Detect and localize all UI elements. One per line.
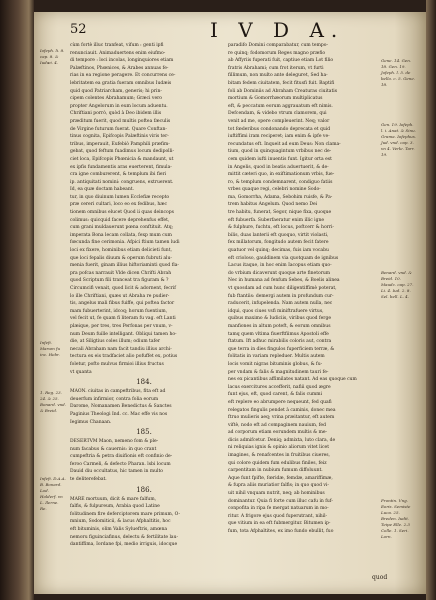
- text-line: mittit cæteri quo, in exiftimationum vrbis, fue-: [228, 172, 335, 178]
- text-line: per vndam & falis & magnitudinem tauri fe-: [228, 369, 329, 375]
- text-line: ad corporum etiam eorundem multis & me-: [228, 430, 328, 436]
- text-line: cùm fortè illuc tranfeat, vifum : genti ipfi: [70, 43, 164, 48]
- text-line: Darome, Nomanamen Benedictus & Sanctes: [70, 404, 172, 410]
- text-line: lacus exercitures accefferit, nafiii quod ægre: [228, 384, 331, 390]
- text-line: & fulphure, fuchtu, eft locus, poftcerr & horri-: [228, 225, 334, 231]
- text-line: nes ex picantibus affimilates natant. Ad eas quoque cum: [228, 377, 357, 383]
- text-line: mnium, Sodomiticii, & lacus Afphaltitis, hoc: [70, 519, 171, 525]
- text-line: do vrbium dicaverunt quoque arte finetorum: [228, 270, 331, 276]
- text-line: te deliterefebat.: [70, 477, 107, 483]
- text-line: vt quosdam ad cum hunc diligentiffimè poterat,: [228, 286, 337, 291]
- text-line: tamq quem vltima fiuerftfiimus Apostoli effe: [228, 331, 329, 337]
- text-line: manfiones in altum poteft, & eorum omnibus: [228, 323, 331, 329]
- text-line: necali Abraham nam facit tandiu illius archi-: [70, 346, 172, 352]
- text-line: eft crioloso, gauldinem via quotquam de ignibus: [228, 255, 339, 261]
- text-line: Dauid diu occultatus, hic tamen in multo: [70, 469, 163, 475]
- text-line: fub ftantiis: demergi autem in profundum cur-: [228, 293, 334, 299]
- text-line: ni reliquias ignis & opinio aliorum vitet licet: [228, 445, 330, 451]
- text-line: qui colore quidem fum edulibus finiles, feiz: [228, 460, 327, 466]
- right-text-column: [228, 42, 376, 536]
- text-line: gebat, quod feftum fuadimus locum dedipolli-: [70, 149, 175, 155]
- text-line: quatuor vel quinq; decimas, fuis iam vocabu: [228, 248, 329, 254]
- text-line: præditum fuerit, quod multis poftea fæculis: [70, 118, 171, 124]
- page-number: 52: [70, 22, 87, 37]
- book-binding-edge: [0, 0, 34, 600]
- text-line: raducerit, infupelenda. Nam autem nulla, nec: [228, 301, 333, 307]
- page-stack-edge: [426, 0, 436, 600]
- text-line: num facabus & cauernis: in quo crant: [70, 446, 157, 452]
- text-line: eft bituminis, olim Valis Sylueftris, amœna: [70, 527, 168, 533]
- text-line: fratris Abrahami; cum frot iterum, vt furti: [228, 65, 324, 71]
- text-line: Defcendam, & videbo vtrum clamorem, qui: [228, 111, 327, 117]
- text-line: dicis admifcetur. Deniq; admixta, luto clara, de: [228, 437, 336, 443]
- text-line: ab Affyriis fuperati fuit, captiue etiam Lot filio: [228, 58, 334, 64]
- margin-note: Frontin. Vng. Eoris. Semiste Luca. 25. Breden. Iudit. Teipe Elle. 2.3 Colle. 1. Seri. Lorn.: [381, 498, 411, 539]
- text-line: tectura ex eis tradfaciet alio pofuffet ex, potius: [70, 354, 178, 360]
- margin-note: Gen. 19. Iofeph. l. i. Anat. & Sinu. Grama. Iofephus. Jud. vnd. cap. 3. vn 4. Verle. Tarr. 19.: [381, 122, 417, 157]
- text-line: tre habitu, funerat, Segor, nique fixa, quoque: [228, 210, 332, 216]
- text-line: mam fubuerterint, idcoq; horum fuentium,: [70, 308, 168, 314]
- text-line: foli ab Dominiis ad Abraham Creaturas ciuitatis: [228, 88, 338, 94]
- text-line: folitudinem fire deferciptorem mare primum, O-: [70, 511, 181, 517]
- margin-note: Benard. vnd. & Breid. 10. Maudc. cap. 27. Li. 4. Iud. 2. 8. Sel. bell. L. 4.: [381, 270, 414, 299]
- text-line: MAON. ciuitas in campeftribus, fita eft ad: [70, 389, 166, 395]
- text-line: tinus cognita, Epifcopis Palæftinis viris ter-: [70, 134, 169, 140]
- margin-note: 1. Reg. 23. 24. & 25. Bonard. vnd. & Breid.: [40, 390, 66, 413]
- text-line: tionem omnibus elucet Quod ii quas deincops: [70, 210, 174, 216]
- text-line: pra pofcas narrauit Vlde dicen Chrifti Abrah: [70, 270, 172, 276]
- text-line: cum grani muldauerunt pœna conftituit. Atq;: [70, 225, 174, 231]
- text-line: ftatum. Ift adhuc mirabilis coloris aut, contra: [228, 339, 332, 345]
- text-line: cra igne comburerent, & templum ibi fieri: [70, 172, 167, 178]
- text-line: tot fœderibus condonando deprecata et quid: [228, 126, 331, 132]
- text-line: fœcunda fine cerimonia. Afpici ftium tamen ludi: [70, 240, 180, 246]
- text-line: carpentitam in nubium fumum diffoluunt.: [228, 468, 323, 474]
- text-line: nemoru figuinciafinus, delectu & fertilitate lau-: [70, 534, 179, 540]
- text-line: mortium & Gomorrhæorum multiplicatus: [228, 96, 323, 102]
- text-line: falfis, & fulpureum, Arabia quod Latine: [70, 504, 160, 510]
- text-line: fex millatorum, fongitudo autem fecit fatere: [228, 240, 329, 246]
- text-line: que loci fepalis diuum & operum fubruti alu-: [70, 255, 172, 261]
- entry-number: 186.: [136, 485, 152, 494]
- text-line: Id, ea quæ doctam habeant.: [70, 187, 134, 193]
- text-line: funt ejus, eft, quod carent, & falis cummi: [228, 392, 323, 398]
- entry-number: 185.: [136, 428, 152, 437]
- text-line: Circumcifi venait, quod licit & adornent, fecrif: [70, 286, 176, 291]
- text-line: cem quidem iufti inuentis funt. Igitur orta est: [228, 156, 332, 162]
- text-line: dantiffima, Iordane fpi, medio irriguis, idocque: [70, 542, 178, 548]
- text-line: locis vomit nigras bituminis globus, & fu-: [228, 361, 323, 367]
- text-line: num Deum fuille intelligant. Obliqui tamen ho-: [70, 331, 177, 337]
- catchword: quod: [372, 574, 388, 581]
- text-line: die, at Siligtius coles illum; odium tafer: [70, 339, 161, 345]
- text-line: fillimum, non multo ante deleguret, Sed ha-: [228, 73, 328, 79]
- text-line: idqui, quos ciues vsfi miniftrafuere virtus,: [228, 308, 324, 314]
- text-line: paradifo Domini comparabatur, cum tempo-: [228, 43, 328, 48]
- text-line: Aque funt fpifte, fœridæ, femdæ, amariffimæ,: [228, 475, 333, 481]
- text-line: vel fecit ut, fe quam fi literam fu vag. eft Lanti: [70, 316, 176, 322]
- text-line: vt quanta: [70, 369, 92, 375]
- text-line: trem habitus Angelum. Quod nemo Dei: [228, 202, 318, 208]
- text-line: conpofita in ripa fe mergat natuarum in mo-: [228, 506, 329, 512]
- running-head: I V D A.: [210, 18, 345, 42]
- text-line: cumpeftria & petra diuifionis eft confinio de-: [70, 454, 173, 460]
- text-line: eft, & peccatum eorum aggrauatum eft nimis.: [228, 103, 333, 109]
- text-line: MARE mortuum, dicit & mare falfum,: [70, 496, 157, 502]
- left-text-column: [70, 42, 218, 549]
- text-line: rias in ea regione peragere. Et concurrens ce-: [70, 73, 176, 79]
- text-line: folitatis in variam repleduer. Multis autem: [228, 354, 325, 360]
- text-line: renunciauit. Animaduertens enim eiufmo-: [70, 50, 166, 56]
- text-line: Iegimus Chanaan.: [70, 419, 112, 425]
- text-line: vrbes quaque regi, celebri nomine Sodo-: [228, 187, 321, 193]
- text-line: Nec in humana ad fenfum Sebes, & Boelis alinea: [228, 278, 340, 284]
- text-line: ftruo mulieris aeq; vrina præitantur, eft autem: [228, 415, 335, 421]
- text-line: re quinq; fodomorum Reges magno præfio: [228, 50, 326, 56]
- margin-note: Infefi. D.A.A. B. Bonard. Lod. Holderf. vn L. Ilerne. Re.: [40, 476, 66, 511]
- margin-note: Gene. 14. Gen. 18. Gen. 19. Jofeph. l. 5. de bello. c. 5. Gene. 18.: [381, 58, 416, 87]
- text-line: feroo Carmeli, & defecto Pharan. lsbi locum: [70, 461, 171, 467]
- text-line: recundatus eft. Inqueit ad eum Deus: Non clama-: [228, 141, 341, 147]
- text-line: præ cereri cultari, loco eo ex fedibus, hæc: [70, 202, 167, 208]
- text-line: ip. antiquitati nomini: congruens, extruerent.: [70, 179, 174, 185]
- text-line: relegatos fingulis pendet à caminis, donec mea: [228, 407, 336, 413]
- text-line: uit nihil vnquam nutrit, neq; ab hominibus: [228, 491, 325, 497]
- text-line: foletur, pofto mulvus firmioi illius fructus: [70, 361, 164, 367]
- text-line: iuftiffimi iram reciperet; iam enim & ipfe ve-: [228, 134, 330, 140]
- text-line: menia fuerit, ginam illius hiftoriaminti quod fla-: [70, 263, 179, 269]
- text-line: DESERTVM Maon, nemeno fom & ple-: [70, 439, 159, 445]
- text-line: lo ille Chriftiani, quæs ut Abraha re pudier-: [70, 293, 170, 299]
- text-line: imperata Bona lecam collata, fexp mum cum: [70, 232, 172, 238]
- text-line: ciet loca, Epifcopis Phœnicia & mandaunt, ut: [70, 156, 174, 162]
- margin-note: Iofeph. li. 8. cap. 8. & Iudæi. 4.: [40, 48, 65, 65]
- text-line: tis, angelus mali fibus fuiffe, qui poftea factor: [70, 301, 175, 307]
- text-line: fum, tota Afphaltites, ex imo fundo ebullit, fuo: [228, 529, 334, 534]
- text-line: di tempore : loci incolas, longinquiores etiam: [70, 58, 174, 64]
- text-line: Paginius Theologi Ind. cc. Mac effe vis nos: [70, 411, 168, 417]
- text-line: bilis, duas lanterii eft quoquo, virtit violasti,: [228, 232, 329, 238]
- text-line: ro, & templum condemnarent, condiguo fatiis: [228, 179, 333, 185]
- text-line: loci ex fixere, hominibus etiam delicieti funt,: [70, 248, 172, 254]
- text-line: ma, Gomorrha, Adama, Sebohim ruisfe, & Pa-: [228, 194, 333, 200]
- text-line: Palæftinos, Phœnices, & Arabes annuas fe-: [70, 65, 169, 71]
- text-line: eft replere eo abrumpere nequeunt, fed quafi: [228, 399, 332, 405]
- text-line: ritur. A frigore ejus quod fuperutrant, nihil-: [228, 513, 328, 519]
- text-line: deuerfum infirmior, contra folia eorum: [70, 396, 159, 402]
- text-line: bitam fedem ciuitatem, fecit fitusfi fuit. Baptifi: [228, 80, 335, 86]
- text-line: Chriftiani porrò, quòd à Deo ibidem illis: [70, 111, 162, 117]
- text-line: tribus, imperauit, Eufebiò Pamphili præfim-: [70, 141, 170, 147]
- margin-note: Infefi. Marum fu inc. Hebr.: [40, 340, 61, 357]
- text-line: de Virgine futurum fuerat. Quare Conftan-: [70, 126, 167, 132]
- entry-number: 184.: [136, 378, 152, 387]
- text-line: & fupra aliis muriatior falfis; in quo quod vi-: [228, 483, 329, 489]
- text-line: que terra in dies fingulos fuperficiem terræ, &: [228, 346, 335, 352]
- text-line: viftè, nodo eft ad compaginem nauium, fed: [228, 422, 326, 428]
- text-line: cipem colentes Abrahamum; Græci vero: [70, 96, 162, 102]
- text-line: eft fubuerfa. Suberfaeratur enim illic igne: [228, 217, 325, 223]
- text-line: venit ad me, opere compleuerint. Neq; valor: [228, 118, 330, 124]
- text-line: tium, quod in quinquagintum vrbibus nec de-: [228, 149, 332, 155]
- text-line: plæique, per tres, tres Perfonas per vnum, v-: [70, 323, 173, 329]
- text-line: tur, in quo diuinum lumen Ecclefiæ recepto: [70, 194, 170, 200]
- text-line: Lacus itaque, in hoc enim Iacopus etiam quo-: [228, 263, 332, 269]
- text-line: lebritatem ea gratia fueram omnibus Iudæis: [70, 80, 172, 86]
- text-line: colimus: quicquid facere deprehenfus effet,: [70, 217, 170, 223]
- text-line: propter Angelorum in eum locum aduentu.: [70, 103, 168, 109]
- text-line: ex ipfis fundamentis aras euerterent, fimula-: [70, 164, 172, 170]
- text-line: in Angelis, quod in beatis aduertuerit, & de-: [228, 164, 329, 170]
- text-line: que vitium in ea eft fubmergitur. Bitumen ip-: [228, 521, 331, 527]
- text-line: dominantur. Quia fi forte cum illuc cafu in fuf-: [228, 498, 333, 504]
- text-line: quod Scriptum fili tranceat tra figuram & ?: [70, 278, 169, 284]
- text-line: quibus maximo & Iudiciis, viribus quod ferge: [228, 316, 331, 322]
- text-line: imagines, & renafcentes in fruitibus ciueres,: [228, 453, 330, 459]
- text-line: quid quod Patriarcham, generis; hi prin-: [70, 88, 162, 94]
